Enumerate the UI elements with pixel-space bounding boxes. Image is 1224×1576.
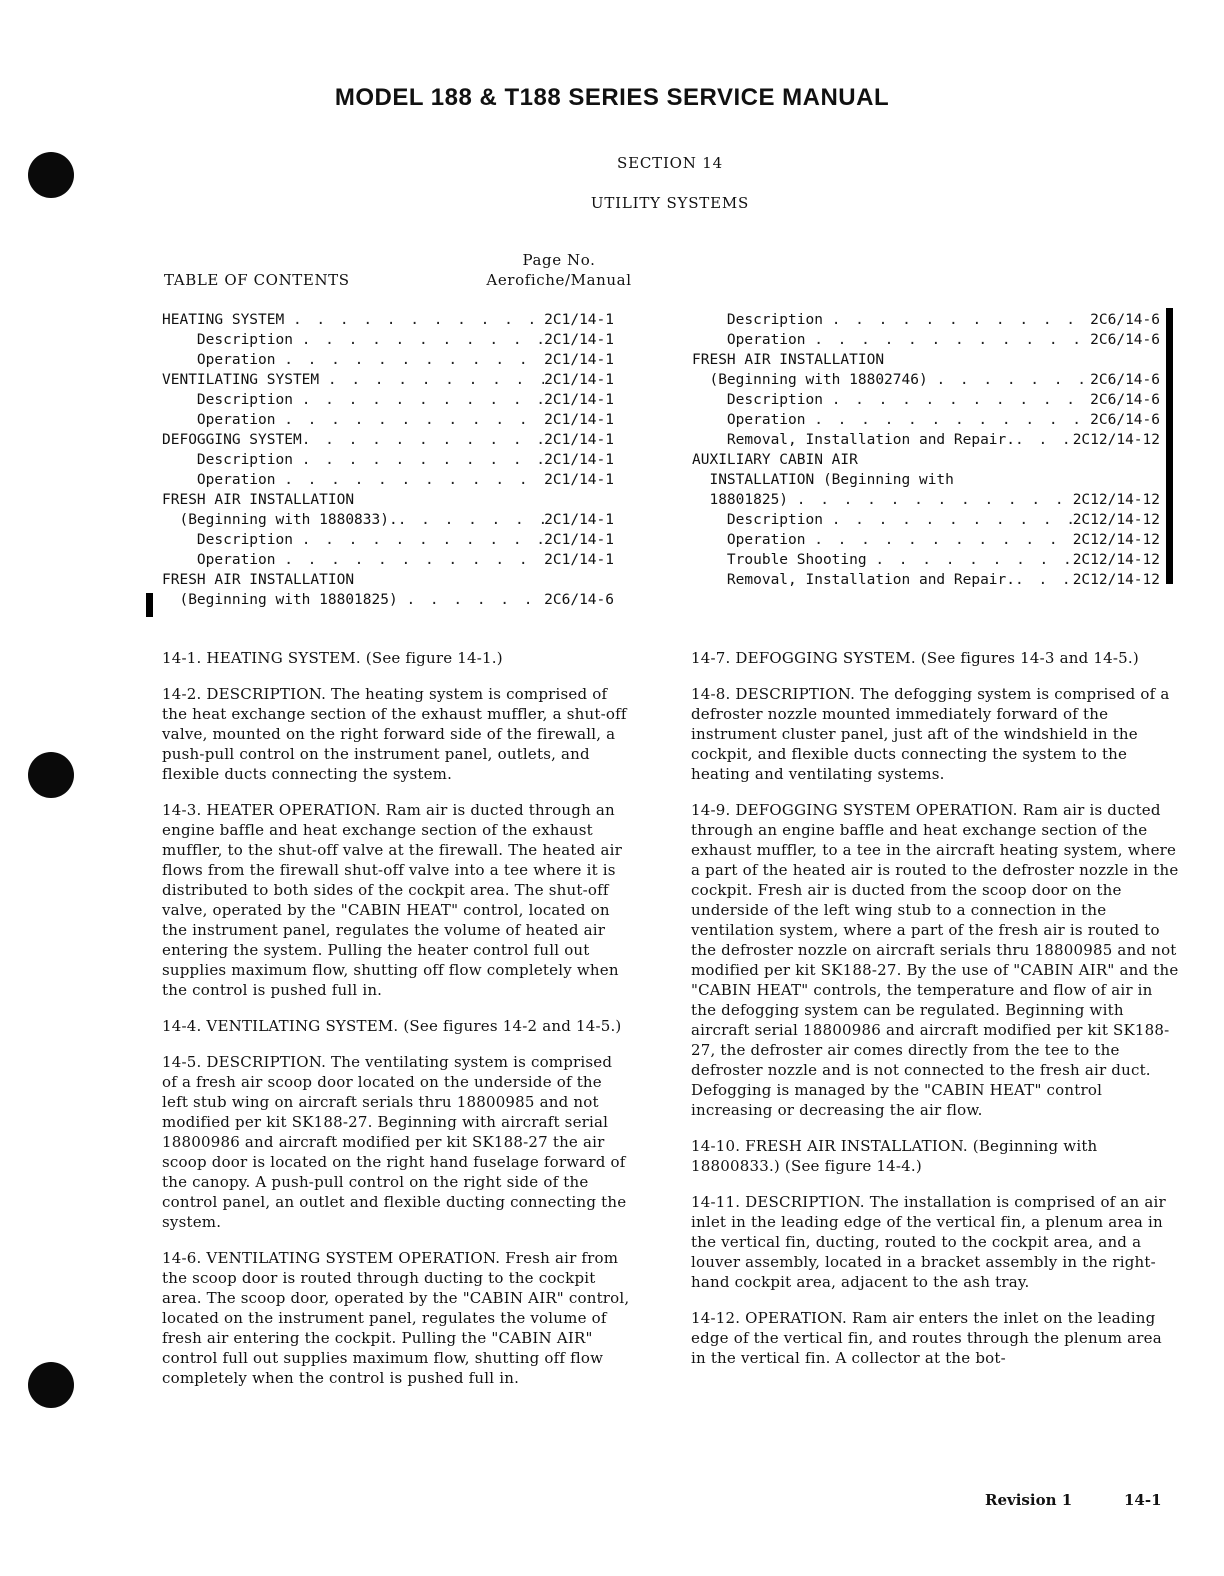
toc-leader-dots [302,530,544,550]
toc-entry-label: Operation [162,412,285,428]
toc-leader-dots [284,350,544,370]
toc-leader-dots [284,470,544,490]
toc-entry [162,430,614,450]
toc-entry-label: (Beginning with 1880833). [162,512,398,528]
toc-entry [162,390,614,410]
paragraph: 14-4. VENTILATING SYSTEM. (See figures 14-2 and 14-5.) [162,1017,622,1035]
toc-entry-page: 2C1/14-1 [544,332,614,348]
toc-entry-page: 2C12/14-12 [1072,492,1160,508]
toc-entry-page: 2C1/14-1 [544,372,614,388]
toc-leader-dots [293,310,544,330]
toc-entry [162,470,614,490]
toc-entry [162,510,614,530]
toc-entry-label: AUXILIARY CABIN AIR [692,452,858,468]
toc-entry-label: VENTILATING SYSTEM [162,372,328,388]
section-number: SECTION 14 [617,154,723,172]
paragraph: 14-9. DEFOGGING SYSTEM OPERATION. Ram air is ducted through an engine baffle and heat exchange section of the exhaust muffler, to a tee in the aircraft heating system, where a part of the heated air is routed to the defroster nozzle in the cockpit. Fresh air is ducted from the scoop door on the underside of the left wing stub to a connection in the ventilation system, where a part of the fresh air is routed to the defroster nozzle on aircraft serials thru 18800985 and not modified per kit SK188-27. By the use of "CABIN AIR" and the "CABIN HEAT" controls, the temperature and flow of air in the defogging system can be regulated. Beginning with aircraft serial 18800986 and aircraft modified per kit SK188-27, the defroster air comes directly from the tee to the defroster nozzle and is not connected to the fresh air duct. Defogging is managed by the "CABIN HEAT" control increasing or decreasing the air flow. [691,801,1179,1119]
toc-leader-dots [302,450,544,470]
toc-leader-dots [302,330,544,350]
paragraph: 14-12. OPERATION. Ram air enters the inlet on the leading edge of the vertical fin, and routes through the plenum area in the vertical fin. A collector at the bot- [691,1309,1162,1367]
toc-entry-page: 2C1/14-1 [544,412,614,428]
toc-entry-page: 2C6/14-6 [1090,392,1160,408]
toc-entry-label: (Beginning with 18802746) [692,372,937,388]
toc-leader-dots [832,510,1073,530]
section-title: UTILITY SYSTEMS [590,194,750,212]
toc-entry-page: 2C6/14-6 [1090,332,1160,348]
toc-entry [692,330,1160,350]
toc-entry [692,550,1160,570]
toc-leader-dots [832,310,1090,330]
toc-entry [692,530,1160,550]
toc-entry [162,570,614,590]
toc-entry-page: 2C1/14-1 [544,552,614,568]
toc-entry [692,450,1160,470]
toc-entry-label: Trouble Shooting [692,552,876,568]
toc-entry [162,330,614,350]
toc-entry [162,450,614,470]
binder-hole-bottom [28,1362,74,1408]
toc-leader-dots [302,390,544,410]
toc-entry [162,590,614,610]
toc-leader-dots [832,390,1090,410]
toc-entry-label: Removal, Installation and Repair. [692,432,1016,448]
left-text-column [162,648,632,1404]
toc-entry-page: 2C1/14-1 [544,312,614,328]
toc-entry-label: FRESH AIR INSTALLATION [162,492,355,508]
toc-entry-label: Description [162,532,302,548]
toc-entry-label: Removal, Installation and Repair. [692,572,1016,588]
toc-entry [162,550,614,570]
toc-right-column [692,310,1160,590]
toc-entry [162,370,614,390]
toc-leader-dots [284,410,544,430]
revision-change-bar-left [146,593,153,617]
toc-entry-label: Description [692,392,832,408]
toc-entry-label: (Beginning with 18801825) [162,592,407,608]
toc-entry-page: 2C6/14-6 [1090,412,1160,428]
toc-entry-page: 2C12/14-12 [1072,572,1160,588]
toc-entry-label: Operation [162,352,285,368]
toc-entry-label: Operation [162,552,285,568]
toc-entry-page: 2C12/14-12 [1072,432,1160,448]
toc-entry-label: Description [692,512,832,528]
revision-change-bar-right [1166,308,1173,584]
toc-entry-page: 2C1/14-1 [544,432,614,448]
toc-entry-label: Description [692,312,832,328]
paragraph: 14-6. VENTILATING SYSTEM OPERATION. Fresh air from the scoop door is routed through ducting to the cockpit area. The scoop door, operated by the "CABIN AIR" control, located on the instrument panel, regulates the volume of fresh air entering the cockpit. Pulling the "CABIN AIR" control full out supplies maximum flow, shutting off flow completely when the control is pushed full in. [162,1249,630,1387]
toc-entry-page: 2C12/14-12 [1072,512,1160,528]
toc-leader-dots [814,330,1090,350]
toc-entry [692,570,1160,590]
toc-entry [162,530,614,550]
toc-entry [692,430,1160,450]
toc-entry [162,350,614,370]
toc-left-column [162,310,614,610]
toc-entry-label: INSTALLATION (Beginning with [692,472,954,488]
toc-entry-label: Operation [692,532,815,548]
page-number: 14-1 [1124,1491,1162,1509]
toc-entry-label: Operation [692,412,815,428]
toc-entry-page: 2C1/14-1 [544,472,614,488]
toc-entry-page: 2C6/14-6 [1090,372,1160,388]
toc-entry-label: Description [162,452,302,468]
toc-leader-dots [398,510,544,530]
toc-entry-page: 2C1/14-1 [544,392,614,408]
toc-page-no-sublabel: Aerofiche/Manual [486,271,632,289]
toc-entry-label: FRESH AIR INSTALLATION [162,572,355,588]
toc-leader-dots [875,550,1072,570]
toc-leader-dots [1015,430,1073,450]
paragraph: 14-2. DESCRIPTION. The heating system is comprised of the heat exchange section of the exhaust muffler, a shut-off valve, mounted on the right forward side of the firewall, a push-pull control on the instrument panel, outlets, and flexible ducts connecting the system. [162,685,627,783]
toc-entry-label: DEFOGGING SYSTEM [162,432,302,448]
toc-entry-page: 2C1/14-1 [544,452,614,468]
toc-leader-dots [406,590,544,610]
paragraph: 14-11. DESCRIPTION. The installation is comprised of an air inlet in the leading edge of the vertical fin, a plenum area in the vertical fin, ducting, routed to the cockpit area, and a louver assembly, located in a bracket assembly in the right-hand cockpit area, adjacent to the ash tray. [691,1193,1166,1291]
paragraph: 14-1. HEATING SYSTEM. (See figure 14-1.) [162,649,503,667]
binder-hole-middle [28,752,74,798]
toc-entry [692,470,1160,490]
toc-entry [692,310,1160,330]
toc-heading: TABLE OF CONTENTS [164,271,350,289]
toc-entry [692,370,1160,390]
toc-entry [162,310,614,330]
toc-leader-dots [797,490,1073,510]
revision-label: Revision 1 [985,1491,1073,1509]
toc-entry [692,510,1160,530]
toc-entry-page: 2C1/14-1 [544,512,614,528]
toc-entry-label: Operation [162,472,285,488]
toc-page-no-label: Page No. [522,251,596,269]
toc-entry-page: 2C1/14-1 [544,532,614,548]
toc-entry-label: FRESH AIR INSTALLATION [692,352,885,368]
toc-leader-dots [328,370,544,390]
toc-leader-dots [936,370,1090,390]
toc-leader-dots [302,430,544,450]
paragraph: 14-3. HEATER OPERATION. Ram air is ducted through an engine baffle and heat exchange section of the exhaust muffler, to the shut-off valve at the firewall. The heated air flows from the firewall shut-off valve into a tee where it is distributed to both sides of the cockpit area. The shut-off valve, operated by the "CABIN HEAT" control, located on the instrument panel, regulates the volume of heated air entering the system. Pulling the heater control full out supplies maximum flow, shutting off flow completely when the control is pushed full in. [162,801,622,999]
toc-entry-page: 2C12/14-12 [1072,552,1160,568]
paragraph: 14-10. FRESH AIR INSTALLATION. (Beginning with 18800833.) (See figure 14-4.) [691,1137,1098,1175]
paragraph: 14-7. DEFOGGING SYSTEM. (See figures 14-3 and 14-5.) [691,649,1139,667]
toc-leader-dots [284,550,544,570]
right-text-column [691,648,1181,1384]
toc-entry-page: 2C1/14-1 [544,352,614,368]
paragraph: 14-8. DESCRIPTION. The defogging system is comprised of a defroster nozzle mounted immediately forward of the instrument cluster panel, just aft of the windshield in the cockpit, and flexible ducts connecting the system to the heating and ventilating systems. [691,685,1170,783]
toc-entry-label: 18801825) [692,492,797,508]
toc-entry [162,410,614,430]
page-title: MODEL 188 & T188 SERIES SERVICE MANUAL [334,84,890,111]
toc-entry-label: Description [162,332,302,348]
toc-entry [162,490,614,510]
toc-entry [692,390,1160,410]
toc-entry [692,490,1160,510]
toc-entry-page: 2C12/14-12 [1072,532,1160,548]
toc-leader-dots [814,410,1090,430]
toc-leader-dots [1015,570,1073,590]
paragraph: 14-5. DESCRIPTION. The ventilating system is comprised of a fresh air scoop door located on the underside of the left stub wing on aircraft serials thru 18800985 and not modified per kit SK188-27. Beginning with aircraft serial 18800986 and aircraft modified per kit SK188-27 the air scoop door is located on the right hand fuselage forward of the canopy. A push-pull control on the right side of the control panel, an outlet and flexible ducting connecting the system. [162,1053,627,1231]
toc-entry [692,410,1160,430]
toc-entry-page: 2C6/14-6 [544,592,614,608]
toc-entry-label: Description [162,392,302,408]
toc-entry [692,350,1160,370]
toc-entry-label: Operation [692,332,815,348]
toc-leader-dots [814,530,1072,550]
toc-entry-label: HEATING SYSTEM [162,312,293,328]
toc-entry-page: 2C6/14-6 [1090,312,1160,328]
